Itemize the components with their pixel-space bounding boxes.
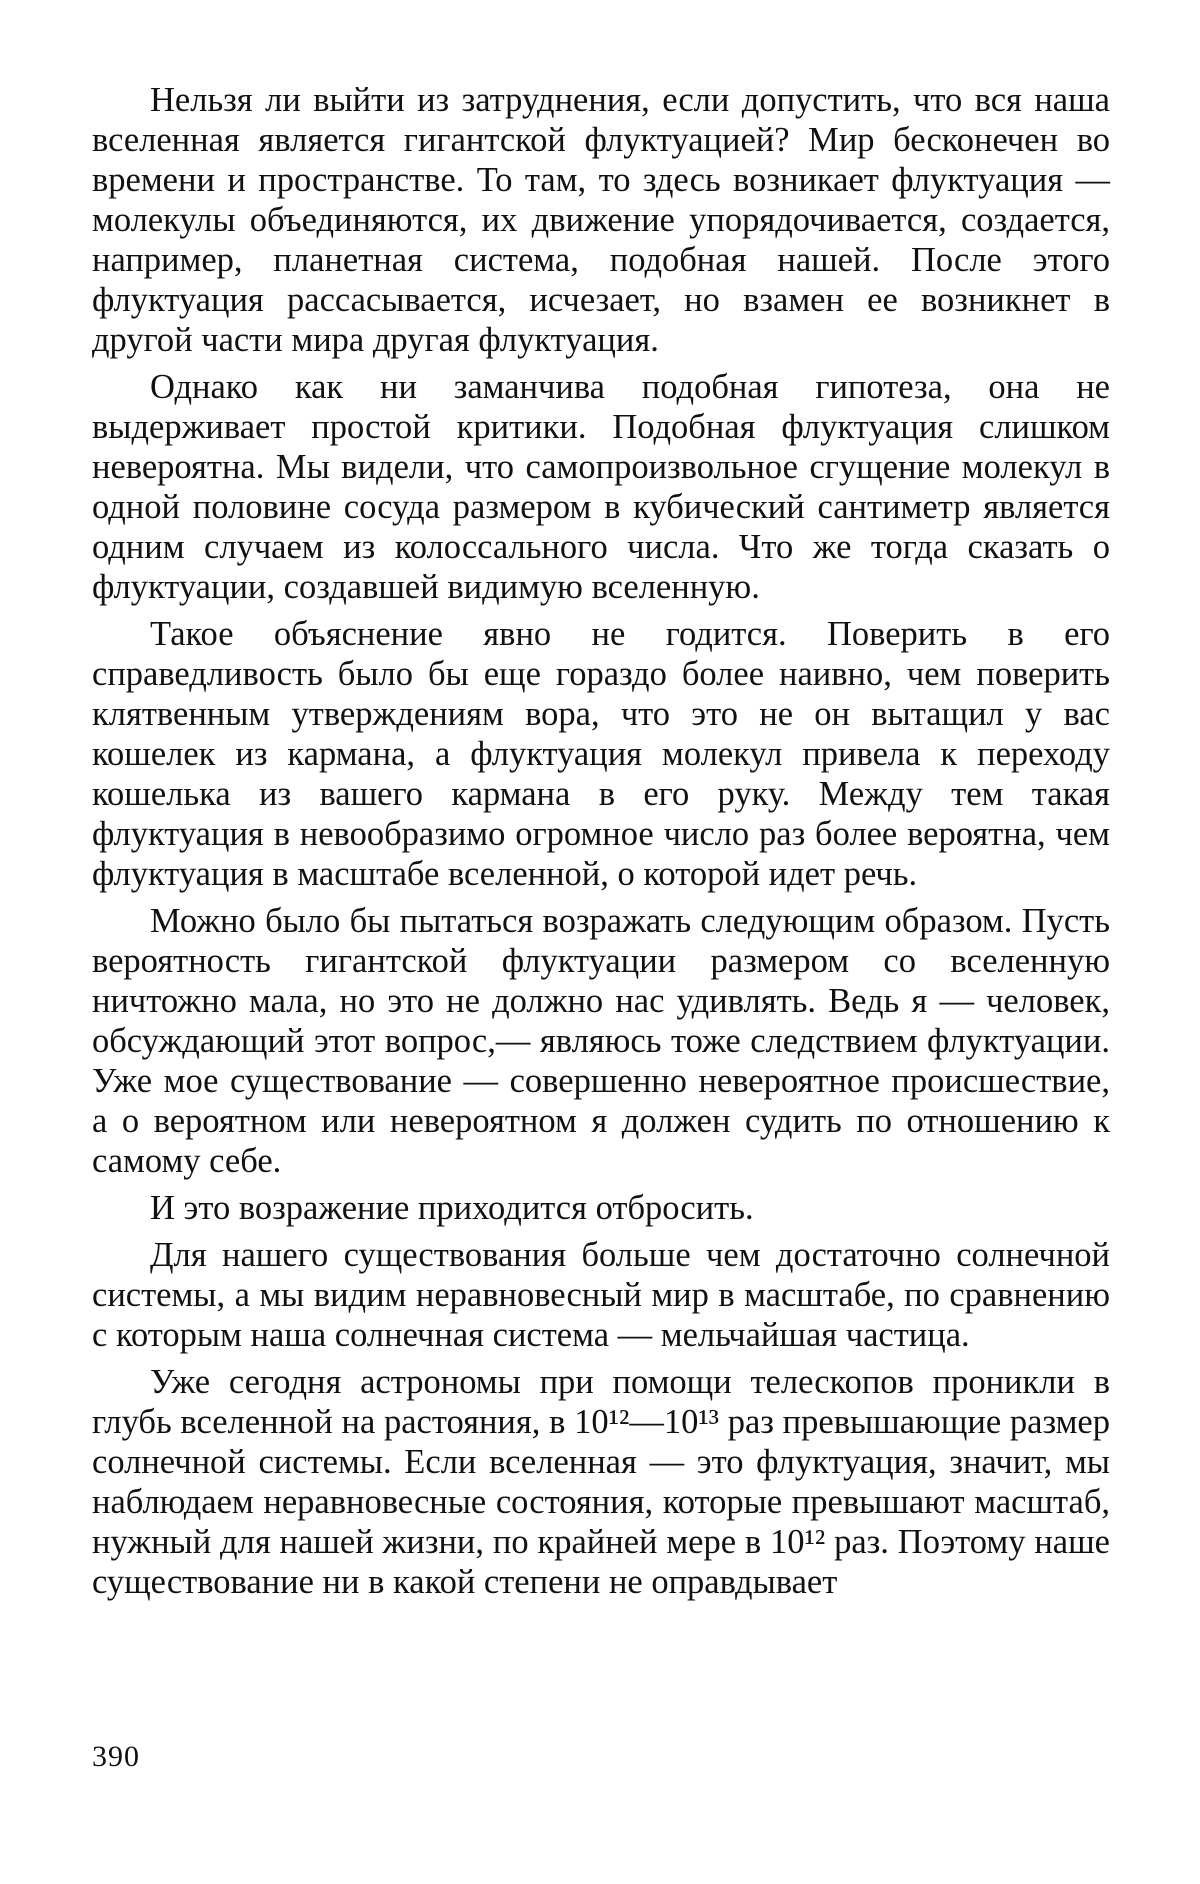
paragraph-7: Уже сегодня астрономы при помощи телескопов проникли в глубь вселенной на растояния, в 10¹²—10¹³ раз превышающие размер солнечной системы. Если вселенная — это флуктуация, значит, мы наблюдаем неравновесные состояния, которые превышают масштаб, нужный для нашей жизни, по крайней мере в 10¹² раз. Поэтому наше существование ни в какой степени не оправдывает [92, 1363, 1110, 1601]
paragraph-3: Такое объяснение явно не годится. Поверить в его справедливость было бы еще гораздо более наивно, чем поверить клятвенным утверждениям вора, что это не он вытащил у вас кошелек из кармана, а флуктуация молекул привела к переходу кошелька из вашего кармана в его руку. Между тем такая флуктуация в невообразимо огромное число раз более вероятна, чем флуктуация в масштабе вселенной, о которой идет речь. [92, 615, 1110, 893]
paragraph-6: Для нашего существования больше чем достаточно солнечной системы, а мы видим неравновесный мир в масштабе, по сравнению с которым наша солнечная система — мельчайшая частица. [92, 1236, 1110, 1354]
body-text [92, 80, 1110, 1609]
paragraph-5: И это возражение приходится отбросить. [150, 1189, 754, 1227]
paragraph-1: Нельзя ли выйти из затруднения, если допустить, что вся наша вселенная является гигантской флуктуацией? Мир бесконечен во времени и пространстве. То там, то здесь возникает флуктуация — молекулы объединяются, их движение упорядочивается, создается, например, планетная система, подобная нашей. После этого флуктуация рассасывается, исчезает, но взамен ее возникнет в другой части мира другая флуктуация. [92, 81, 1110, 359]
paragraph-2: Однако как ни заманчива подобная гипотеза, она не выдерживает простой критики. Подобная флуктуация слишком невероятна. Мы видели, что самопроизвольное сгущение молекул в одной половине сосуда размером в кубический сантиметр является одним случаем из колоссального числа. Что же тогда сказать о флуктуации, создавшей видимую вселенную. [92, 368, 1110, 606]
page-number: 390 [92, 1740, 140, 1773]
paragraph-4: Можно было бы пытаться возражать следующим образом. Пусть вероятность гигантской флуктуации размером со вселенную ничтожно мала, но это не должно нас удивлять. Ведь я — человек, обсуждающий этот вопрос,— являюсь тоже следствием флуктуации. Уже мое существование — совершенно невероятное происшествие, а о вероятном или невероятном я должен судить по отношению к самому себе. [92, 902, 1110, 1180]
